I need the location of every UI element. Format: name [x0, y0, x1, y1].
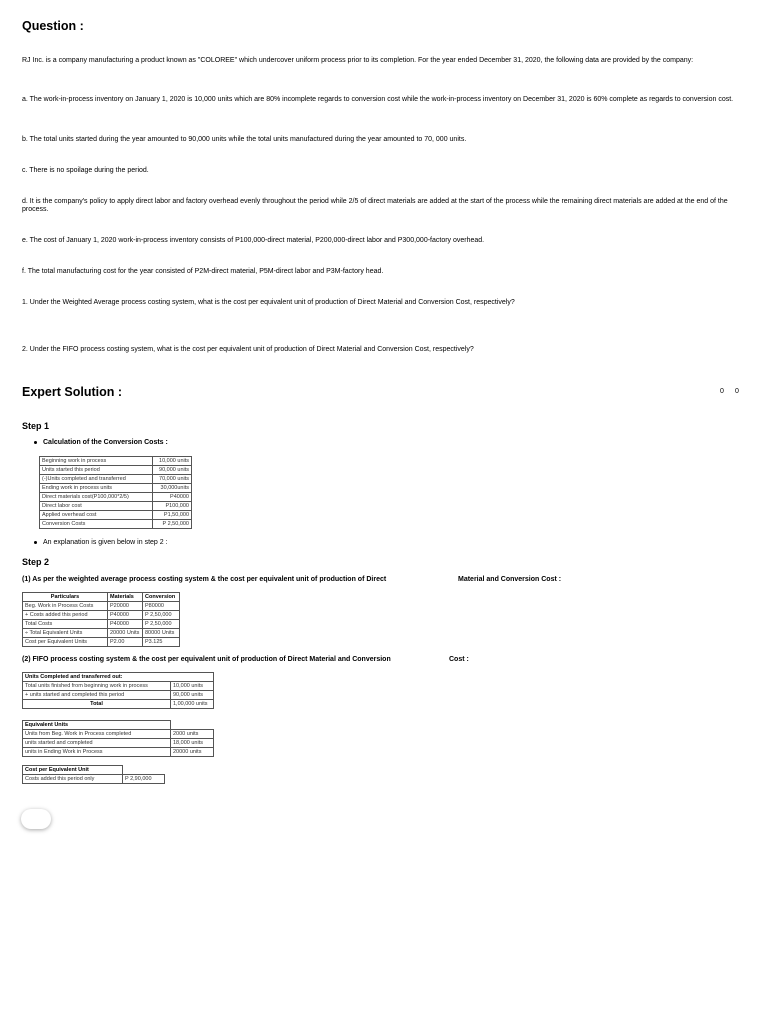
table-row — [40, 484, 192, 493]
table-cell: Direct materials cost(P100,000*2/5) — [40, 493, 153, 502]
table-cell: P3.125 — [143, 638, 180, 647]
step1-note — [34, 539, 168, 546]
table-cell: Total Costs — [23, 620, 108, 629]
table-cell: Ending work in process units — [40, 484, 153, 493]
table-row — [23, 700, 214, 709]
question-2: 2. Under the FIFO process costing system, what is the cost per equivalent unit of production of Direct Material and Conversion Cost, respectively? — [22, 346, 474, 353]
table-row — [23, 721, 214, 730]
question-1: 1. Under the Weighted Average process costing system, what is the cost per equivalent unit of production of Direct Material and Conversion Cost, respectively? — [22, 299, 515, 306]
table-row — [40, 520, 192, 529]
table-cell: 20000 units — [171, 748, 214, 757]
table-row — [40, 457, 192, 466]
table-row — [40, 466, 192, 475]
table-row — [23, 730, 214, 739]
table-cell: 2000 units — [171, 730, 214, 739]
weighted-average-table — [22, 592, 180, 647]
table-cell: Units from Beg. Work in Process completed — [23, 730, 171, 739]
question-item-c: c. There is no spoilage during the period. — [22, 167, 149, 174]
question-heading: Question : — [22, 19, 84, 33]
table-header: Conversion — [143, 593, 180, 602]
cost-per-unit-table — [22, 765, 165, 784]
part2-title-a: (2) FIFO process costing system & the cost per equivalent unit of production of Direct Material and Conversion — [22, 656, 391, 663]
table-cell: units started and completed — [23, 739, 171, 748]
table-cell: P100,000 — [153, 502, 192, 511]
table-cell: 80000 Units — [143, 629, 180, 638]
question-item-a: a. The work-in-process inventory on January 1, 2020 is 10,000 units which are 80% incomplete regards to conversion cost while the work-in-process inventory on December 31, 2020 is 60% complete as regards to conversion cost. — [22, 96, 734, 103]
table-cell: 1,00,000 units — [171, 700, 214, 709]
table-row — [23, 611, 180, 620]
table-cell: Beg. Work in Process Costs — [23, 602, 108, 611]
table-cell: Units started this period — [40, 466, 153, 475]
table-cell: 30,000units — [153, 484, 192, 493]
step1-bullet-text: Calculation of the Conversion Costs : — [43, 439, 168, 446]
question-item-e: e. The cost of January 1, 2020 work-in-process inventory consists of P100,000-direct material, P200,000-direct labor and P300,000-factory overhead. — [22, 237, 485, 244]
table-cell: P40000 — [108, 620, 143, 629]
table-cell: P 2,50,000 — [143, 620, 180, 629]
question-intro: RJ Inc. is a company manufacturing a product known as "COLOREE" which undercover uniform process prior to its completion. For the year ended December 31, 2020, the following data are provided by the company: — [22, 57, 694, 64]
units-completed-table — [22, 672, 214, 709]
table-cell: P80000 — [143, 602, 180, 611]
table-cell: Direct labor cost — [40, 502, 153, 511]
table-cell: 90,000 units — [153, 466, 192, 475]
part1-title — [22, 576, 386, 583]
table-cell: Conversion Costs — [40, 520, 153, 529]
table-row — [23, 638, 180, 647]
part2-title-b-wrap — [449, 656, 469, 663]
table-cell: units in Ending Work in Process — [23, 748, 171, 757]
dislike-count[interactable]: 0 — [735, 388, 739, 395]
table-row — [40, 511, 192, 520]
table-row — [23, 593, 180, 602]
table-header: Equivalent Units — [23, 721, 171, 730]
step1-note-text: An explanation is given below in step 2 : — [43, 539, 168, 546]
part1-title-a: (1) As per the weighted average process costing system & the cost per equivalent unit of production of Direct — [22, 576, 387, 583]
table-cell: 10,000 units — [171, 682, 214, 691]
floating-action-button[interactable] — [21, 809, 51, 829]
table-row — [23, 682, 214, 691]
table-cell: P1,50,000 — [153, 511, 192, 520]
table-cell: P20000 — [108, 602, 143, 611]
table-cell: 70,000 units — [153, 475, 192, 484]
table-row — [23, 673, 214, 682]
question-item-b: b. The total units started during the year amounted to 90,000 units while the total units manufactured during the year amounted to 70, 000 units. — [22, 136, 467, 143]
table-row — [23, 691, 214, 700]
solution-heading: Expert Solution : — [22, 385, 122, 399]
part2-title-b: Cost : — [449, 656, 469, 663]
table-row — [23, 775, 165, 784]
table-cell — [171, 721, 214, 730]
table-cell — [123, 766, 165, 775]
part1-title-b: Material and Conversion Cost : — [458, 576, 562, 583]
table-row — [23, 766, 165, 775]
table-row — [40, 475, 192, 484]
part1-title-b-wrap — [458, 576, 561, 583]
table-cell: P 2,50,000 — [153, 520, 192, 529]
table-cell: P2.00 — [108, 638, 143, 647]
table-cell: + Costs added this period — [23, 611, 108, 620]
table-cell: P 2,90,000 — [123, 775, 165, 784]
table-row — [40, 502, 192, 511]
table-header: Units Completed and transferred out: — [23, 673, 214, 682]
table-cell: Total — [23, 700, 171, 709]
question-item-f: f. The total manufacturing cost for the year consisted of P2M-direct material, P5M-direct labor and P3M-factory head. — [22, 268, 384, 275]
table-cell: 90,000 units — [171, 691, 214, 700]
table-cell: 18,000 units — [171, 739, 214, 748]
step2-label: Step 2 — [22, 557, 50, 567]
table-row — [23, 602, 180, 611]
like-count[interactable]: 0 — [720, 388, 724, 395]
table-cell: Costs added this period only — [23, 775, 123, 784]
table-cell: + units started and completed this period — [23, 691, 171, 700]
table-cell: 10,000 units — [153, 457, 192, 466]
table-cell: P 2,50,000 — [143, 611, 180, 620]
step1-label: Step 1 — [22, 421, 50, 431]
table-cell: Cost per Equivalent Units — [23, 638, 108, 647]
equivalent-units-table — [22, 720, 214, 757]
bullet-icon — [34, 441, 37, 444]
table-row — [40, 493, 192, 502]
conversion-cost-table — [39, 456, 192, 529]
table-cell: Applied overhead cost — [40, 511, 153, 520]
table-header: Particulars — [23, 593, 108, 602]
table-cell: 20000 Units — [108, 629, 143, 638]
table-row — [23, 748, 214, 757]
step1-bullet — [34, 439, 168, 446]
table-cell: ÷ Total Equivalent Units — [23, 629, 108, 638]
table-cell: P40000 — [153, 493, 192, 502]
question-item-d: d. It is the company's policy to apply direct labor and factory overhead evenly throughout the period while 2/5 of direct materials are added at the start of the process while the remaining direct materials are added at the end of the process. — [22, 198, 728, 213]
table-cell: Total units finished from beginning work in process — [23, 682, 171, 691]
table-header: Cost per Equivalent Unit — [23, 766, 123, 775]
table-row — [23, 620, 180, 629]
table-row — [23, 739, 214, 748]
table-cell: P40000 — [108, 611, 143, 620]
table-cell: Beginning work in process — [40, 457, 153, 466]
table-row — [23, 629, 180, 638]
table-cell: (-)Units completed and transferred — [40, 475, 153, 484]
bullet-icon — [34, 541, 37, 544]
table-header: Materials — [108, 593, 143, 602]
part2-title — [22, 656, 391, 663]
